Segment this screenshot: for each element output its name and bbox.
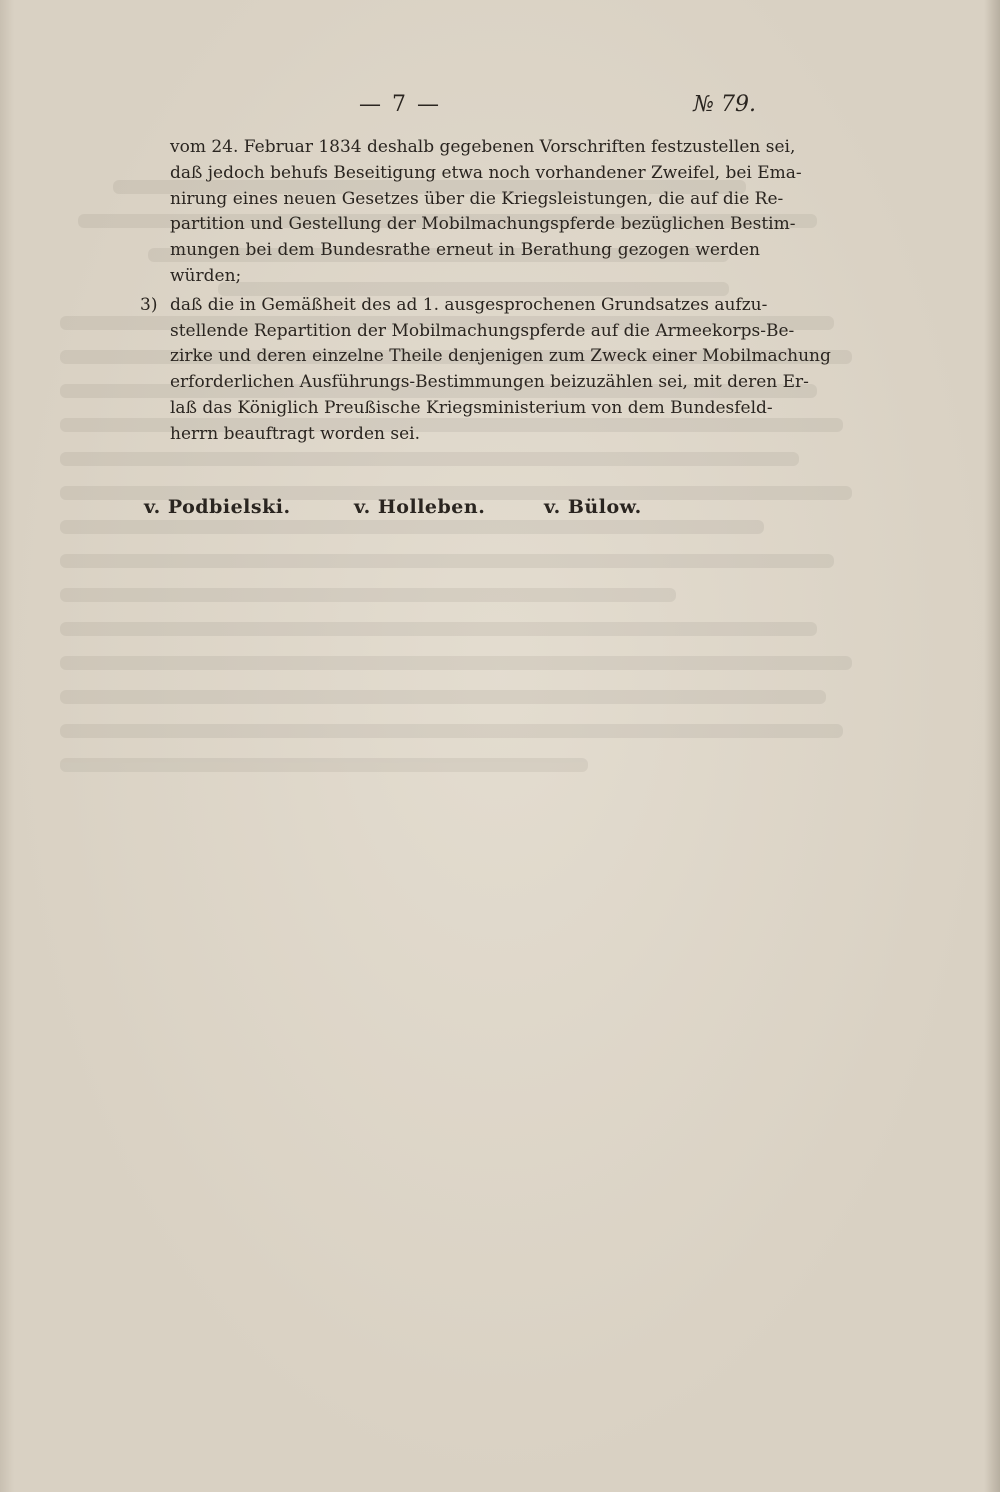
paragraph-continuation — [170, 135, 802, 290]
text-line: partition und Gestellung der Mobilmachungspferde bezüglichen Bestim- — [170, 214, 796, 235]
text-line: herrn beauftragt worden sei. — [170, 423, 420, 444]
text-line: zirke und deren einzelne Theile denjenigen zum Zweck einer Mobilmachung — [170, 346, 831, 367]
text-line: laß das Königlich Preußische Kriegsministerium von dem Bundesfeld- — [170, 397, 773, 418]
text-line: vom 24. Februar 1834 deshalb gegebenen Vorschriften festzustellen sei, — [170, 137, 796, 157]
signature-block — [144, 496, 704, 530]
text-line: stellende Repartition der Mobilmachungspferde auf die Armeekorps-Be- — [170, 320, 795, 341]
text-line: würden; — [170, 265, 242, 286]
text-line: nirung eines neuen Gesetzes über die Kriegsleistungen, die auf die Re- — [170, 188, 784, 209]
text-line: daß jedoch behufs Beseitigung etwa noch vorhandener Zweifel, bei Ema- — [170, 162, 802, 183]
text-line: daß die in Gemäßheit des ad 1. ausgesprochenen Grundsatzes aufzu- — [170, 294, 768, 315]
numbered-item-3 — [140, 293, 831, 448]
body-text — [140, 135, 831, 448]
signature-podbielski: v. Podbielski. — [144, 496, 291, 518]
text-line: mungen bei dem Bundesrathe erneut in Berathung gezogen werden — [170, 240, 760, 261]
page-number: — 7 — — [359, 92, 441, 117]
document-number: № 79. — [693, 92, 756, 117]
text-line: erforderlichen Ausführungs-Bestimmungen beizuzählen sei, mit deren Er- — [170, 372, 809, 393]
signature-holleben: v. Holleben. — [354, 496, 486, 518]
signature-buelow: v. Bülow. — [544, 496, 642, 518]
item-number: 3) — [140, 294, 158, 315]
item-text — [170, 293, 831, 448]
page-header — [0, 92, 1000, 126]
